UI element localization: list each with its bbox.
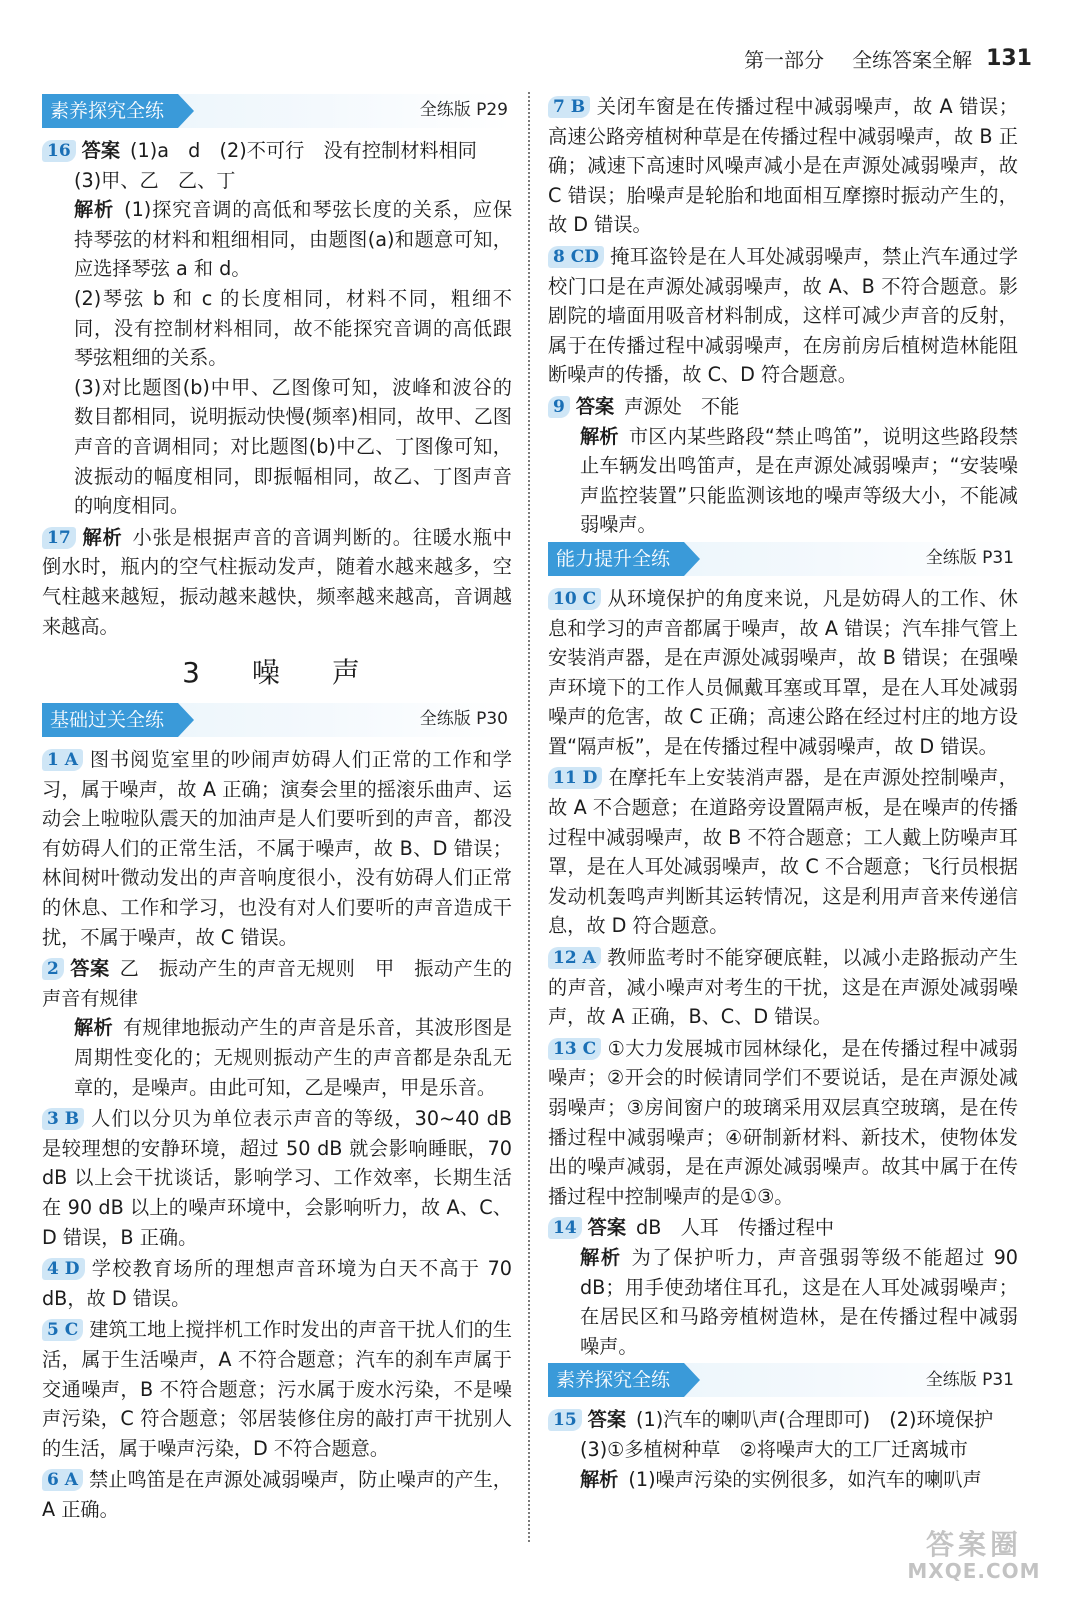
section-header-jichu-p30 [42,703,512,737]
answer-item-17 [42,523,512,641]
answer-item-5 [42,1315,512,1463]
answer-item-1 [42,745,512,952]
answer-item-12 [548,943,1018,1032]
section-header-suyang-p31 [548,1363,1018,1397]
page-header [520,36,1032,80]
explanation-text: 在摩托车上安装消声器，是在声源处控制噪声，故 A 不合题意；在道路旁设置隔声板，是在噪声的传播过程中减弱噪声，故 B 不符合题意；工人戴上防噪声耳罩，是在人耳处减弱噪声，故 C 不合题意；飞行员根据发动机轰鸣声判断其运转情况，这是利用声音来传递信息，故 D 符合题意。 [548,766,1018,938]
section-page-ref: 全练版 P31 [925,548,1014,569]
answer-text: (3)①多植树种草 ②将噪声大的工厂迁离城市 [580,1437,968,1461]
question-number-badge: 6 A [42,1469,83,1491]
answer-label: 答案 [69,957,110,981]
answer-text: (3)甲、乙 乙、丁 [74,168,236,192]
page-number: 131 [986,45,1032,71]
explanation-label: 解析 [580,424,619,448]
question-number-badge: 1 A [42,749,83,771]
question-number-badge: 16 [42,140,76,162]
section-title: 能力提升全练 [548,542,684,576]
left-column [42,92,512,1527]
chapter-title: 3 噪 声 [182,656,372,690]
explanation-text: (1)探究音调的高低和琴弦长度的关系，应保持琴弦的材料和粗细相同，由题图(a)和题意可知，应选择琴弦 a 和 d。 [74,198,513,281]
answer-item-3 [42,1104,512,1252]
explanation-text: 建筑工地上搅拌机工作时发出的声音干扰人们的生活，属于生活噪声，A 不符合题意；汽车的刹车声属于交通噪声，B 不符合题意；污水属于废水污染，不是噪声污染，C 符合题意；邻居装修住房的敲打声干扰别人的生活，属于噪声污染，D 不符合题意。 [42,1318,512,1460]
question-number-badge: 12 A [548,947,601,969]
question-number-badge: 10 C [548,588,601,610]
question-number-badge: 9 [548,396,570,418]
answer-item-15 [548,1405,1018,1494]
explanation-text: 人们以分贝为单位表示声音的等级，30~40 dB 是较理想的安静环境，超过 50 dB 就会影响睡眠，70 dB 以上会干扰谈话，影响学习、工作效率，长期生活在 90 dB 以上的噪声环境中，会影响听力，故 A、C、D 错误，B 正确。 [42,1107,512,1249]
explanation-label: 解析 [74,198,115,222]
answer-label: 答案 [575,394,615,418]
right-column [548,92,1018,1496]
answer-text: 乙 振动产生的声音无规则 甲 振动产生的声音有规律 [42,957,513,1010]
answer-item-11 [548,763,1018,941]
section-header-nengli-p31 [548,542,1018,576]
answer-item-10 [548,584,1018,762]
question-number-badge: 11 D [548,767,602,789]
explanation-text: 市区内某些路段“禁止鸣笛”，说明这些路段禁止车辆发出鸣笛声，是在声源处减弱噪声；“安装噪声监控装置”只能监测该地的噪声等级大小，不能减弱噪声。 [580,424,1019,537]
answer-item-13 [548,1034,1018,1212]
column-divider [528,92,530,1542]
explanation-label: 解析 [74,1016,113,1040]
explanation-text: (3)对比题图(b)中甲、乙图像可知，波峰和波谷的数目都相同，说明振动快慢(频率)相同，故甲、乙图声音的音调相同；对比题图(b)中乙、丁图像可知，波振动的幅度相同，即振幅相同，故乙、丁图声音的响度相同。 [74,375,512,518]
explanation-text: 为了保护听力，声音强弱等级不能超过 90 dB；用手使劲堵住耳孔，这是在人耳处减弱噪声；在居民区和马路旁植树造林，是在传播过程中减弱噪声。 [580,1245,1019,1358]
watermark-line1: 答案圈 [925,1530,1022,1561]
explanation-label: 解析 [580,1467,619,1491]
section-header-suyang-p29 [42,94,512,128]
section-title: 素养探究全练 [42,94,178,128]
question-number-badge: 15 [548,1409,582,1431]
answer-label: 答案 [587,1408,627,1432]
question-number-badge: 13 C [548,1038,601,1060]
explanation-text: (2)琴弦 b 和 c 的长度相同，材料不同，粗细不同，没有控制材料相同，故不能探究音调的高低跟琴弦粗细的关系。 [74,286,512,370]
answer-text: (1)汽车的喇叭声(合理即可) (2)环境保护 [636,1408,994,1432]
explanation-text: 从环境保护的角度来说，凡是妨碍人的工作、休息和学习的声音都属于噪声，故 A 错误；汽车排气管上安装消声器，是在声源处减弱噪声，故 B 错误；在强噪声环境下的工作人员佩戴耳塞或耳罩，是在人耳处减弱噪声的危害，故 C 正确；高速公路在经过村庄的地方设置“隔声板”，是在传播过程中减弱噪声，故 D 错误。 [548,586,1018,758]
answer-item-14 [548,1213,1018,1361]
answer-item-7 [548,92,1018,240]
answer-label: 答案 [81,139,121,162]
answer-item-6 [42,1465,512,1524]
answer-item-4 [42,1254,512,1313]
answer-item-16 [42,136,512,521]
answer-text: 声源处 不能 [624,394,740,418]
answer-item-2 [42,954,512,1102]
answer-text: dB 人耳 传播过程中 [636,1216,835,1240]
section-title: 素养探究全练 [548,1363,684,1397]
section-page-ref: 全练版 P30 [419,709,508,730]
explanation-text: 图书阅览室里的吵闹声妨碍人们正常的工作和学习，属于噪声，故 A 正确；演奏会里的摇滚乐曲声、运动会上啦啦队震天的加油声是人们要听到的声音，都没有妨碍人们的正常生活，不属于噪声，故 B、D 错误；林间树叶微动发出的声音响度很小，没有妨碍人们正常的休息、工作和学习，也没有对人们要听的声音造成干扰，不属于噪声，故 C 错误。 [42,748,512,949]
explanation-text: 关闭车窗是在传播过程中减弱噪声，故 A 错误；高速公路旁植树种草是在传播过程中减弱噪声，故 B 正确；减速下高速时风噪声减小是在声源处减弱噪声，故 C 错误；胎噪声是轮胎和地面相互摩擦时振动产生的，故 D 错误。 [548,95,1018,237]
section-page-ref: 全练版 P31 [925,1369,1014,1390]
watermark-line2: MXQE.COM [907,1559,1041,1583]
question-number-badge: 2 [42,958,64,980]
question-number-badge: 3 B [42,1108,84,1130]
section-page-ref: 全练版 P29 [419,100,508,121]
explanation-text: 学校教育场所的理想声音环境为白天不高于 70 dB，故 D 错误。 [42,1257,512,1310]
question-number-badge: 7 B [548,96,590,118]
answer-text: (1)a d (2)不可行 没有控制材料相同 [130,139,477,162]
watermark-logo [884,1530,1064,1586]
header-title: 全练答案全解 [852,47,973,72]
answer-item-8 [548,242,1018,390]
explanation-label: 解析 [580,1245,622,1269]
explanation-text: 教师监考时不能穿硬底鞋，以减小走路振动产生的声音，减小噪声对考生的干扰，这是在声源处减弱噪声，故 A 正确，B、C、D 错误。 [548,946,1018,1029]
explanation-text: 掩耳盗铃是在人耳处减弱噪声，禁止汽车通过学校门口是在声源处减弱噪声，故 A、B 不符合题意。影剧院的墙面用吸音材料制成，这样可减少声音的反射，属于在传播过程中减弱噪声，在房前房后植树造林能阻断噪声的传播，故 C、D 符合题意。 [548,244,1018,387]
explanation-text: (1)噪声污染的实例很多，如汽车的喇叭声 [628,1467,982,1491]
question-number-badge: 5 C [42,1319,83,1341]
header-part: 第一部分 [744,47,825,72]
section-title: 基础过关全练 [42,703,178,737]
explanation-text: ①大力发展城市园林绿化，是在传播过程中减弱噪声；②开会的时候请同学们不要说话，是在声源处减弱噪声；③房间窗户的玻璃采用双层真空玻璃，是在传播过程中减弱噪声；④研制新材料、新技术，使物体发出的噪声减弱，是在声源处减弱噪声。故其中属于在传播过程中控制噪声的是①③。 [548,1036,1018,1208]
answer-item-9 [548,392,1018,540]
explanation-text: 有规律地振动产生的声音是乐音，其波形图是周期性变化的；无规则振动产生的声音都是杂乱无章的，是噪声。由此可知，乙是噪声，甲是乐音。 [74,1016,513,1099]
question-number-badge: 4 D [42,1258,85,1280]
question-number-badge: 17 [42,527,76,549]
question-number-badge: 8 CD [548,246,604,268]
explanation-text: 小张是根据声音的音调判断的。往暖水瓶中倒水时，瓶内的空气柱振动发声，随着水越来越多，空气柱越来越短，振动越来越快，频率越来越高，音调越来越高。 [42,525,512,638]
explanation-label: 解析 [81,525,123,549]
explanation-text: 禁止鸣笛是在声源处减弱噪声，防止噪声的产生，A 正确。 [42,1468,512,1521]
question-number-badge: 14 [548,1217,582,1239]
answer-label: 答案 [587,1216,627,1240]
